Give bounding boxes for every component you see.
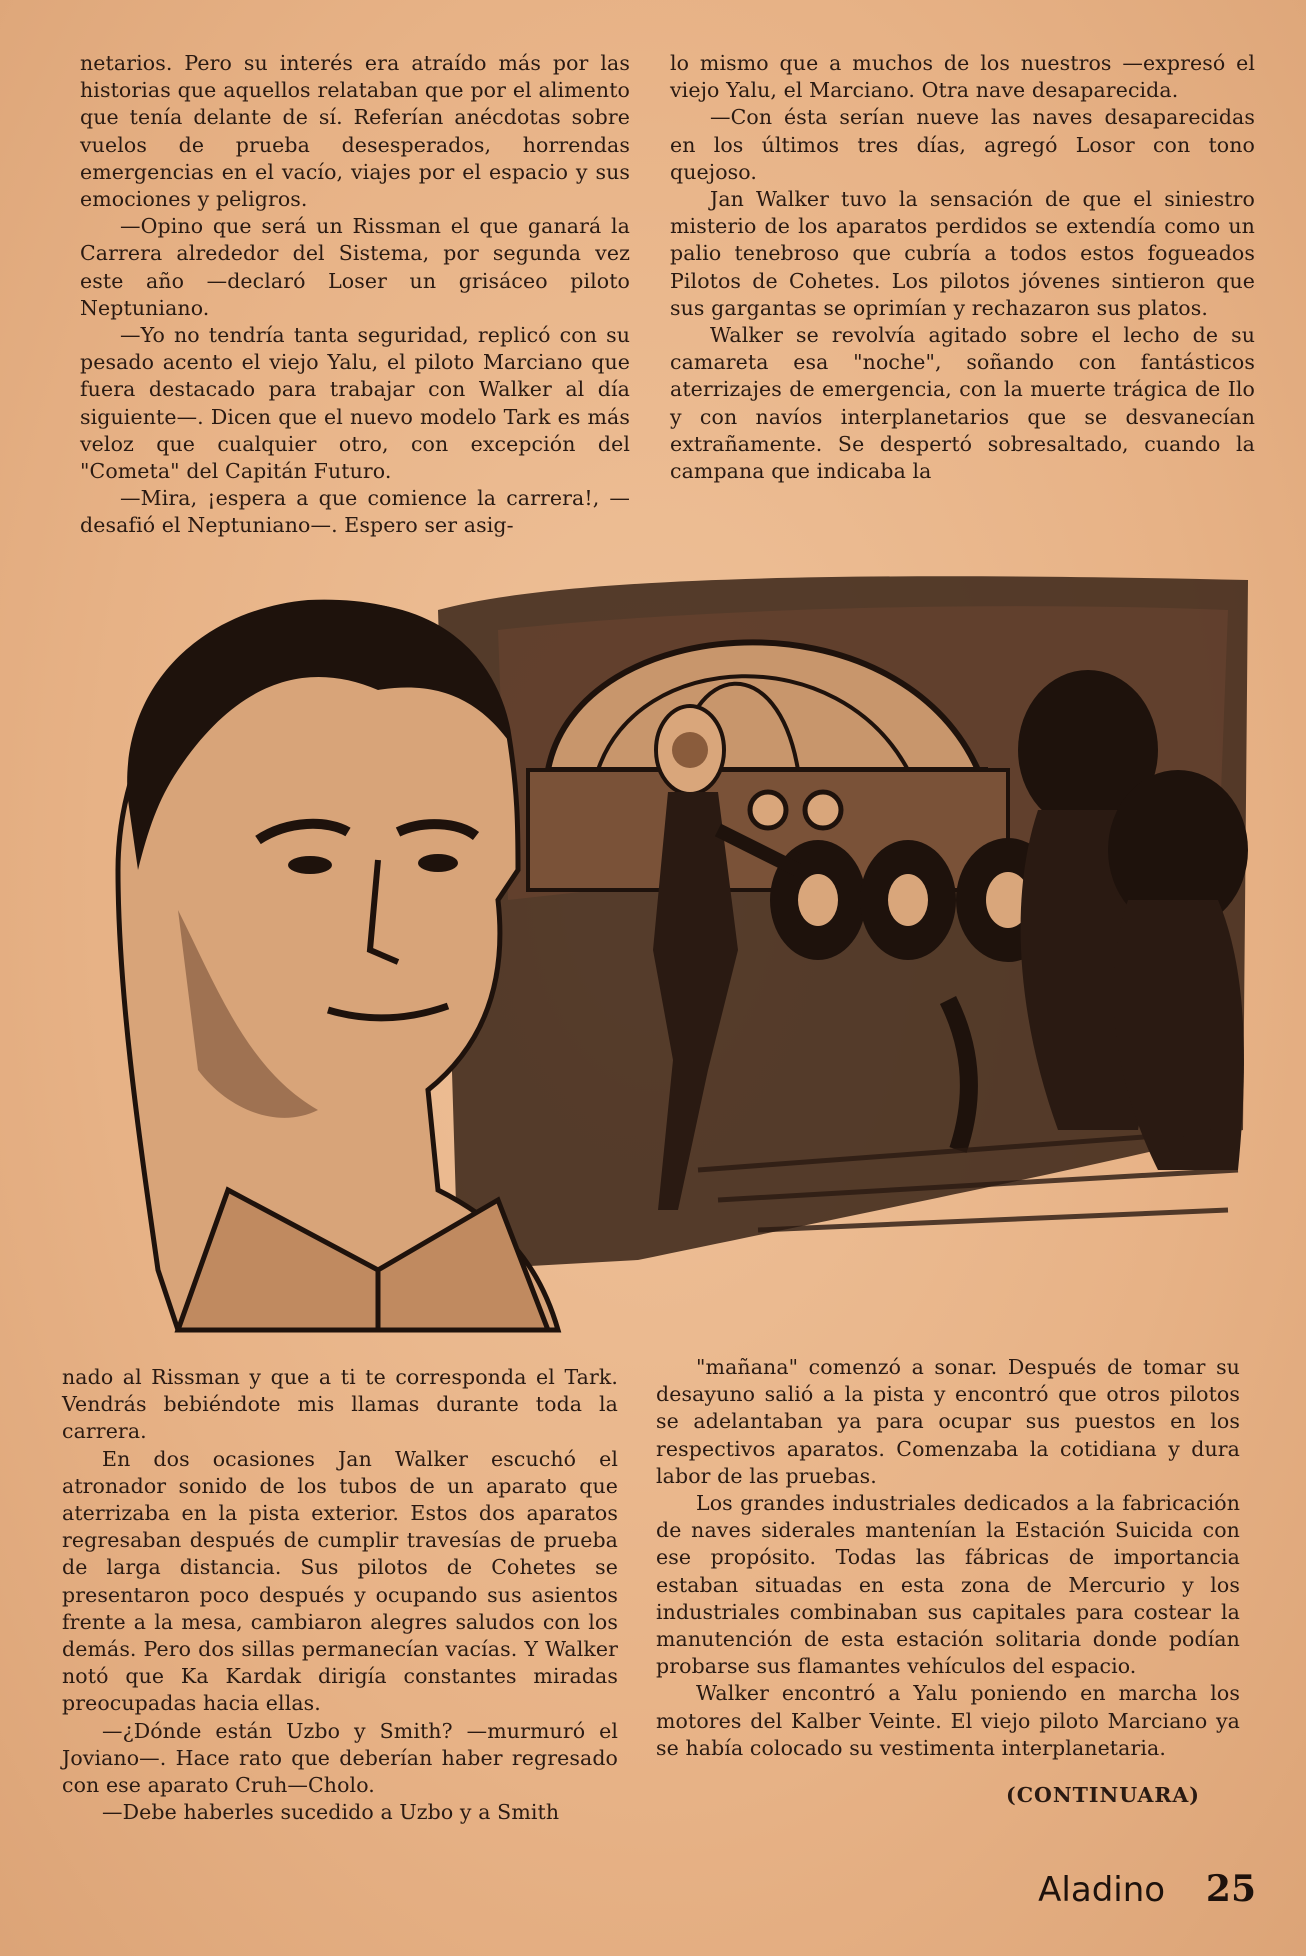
paragraph: Walker encontró a Yalu poniendo en marcha los motores del Kalber Veinte. El viejo piloto Marciano ya se había colocado su vestimenta interplanetaria. <box>656 1681 1240 1760</box>
paragraph: lo mismo que a muchos de los nuestros —expresó el viejo Yalu, el Marciano. Otra nave desaparecida. <box>670 51 1255 103</box>
paragraph: nado al Rissman y que a ti te corresponda el Tark. Vendrás bebiéndote mis llamas durante toda la carrera. <box>62 1365 618 1444</box>
paragraph: —¿Dónde están Uzbo y Smith? —murmuró el Joviano—. Hace rato que deberían haber regresado con ese aparato Cruh—Cholo. <box>62 1718 618 1798</box>
page-number: 25 <box>1205 1868 1256 1910</box>
paragraph: En dos ocasiones Jan Walker escuchó el atronador sonido de los tubos de un aparato que aterrizaba en la pista exterior. Estos dos aparatos regresaban después de cumplir travesías de prueba de larga distancia. Sus pilotos de Cohetes se presentaron poco después y ocupando sus asientos frente a la mesa, cambiaron alegres saludos con los demás. Pero dos sillas permanecían vacías. Y Walker notó que Ka Kardak dirigía constantes miradas preocupadas hacia ellas. <box>62 1446 618 1716</box>
continued-label: (CONTINUARA) <box>1006 1783 1200 1808</box>
paragraph: —Opino que será un Rissman el que ganará la Carrera alrededor del Sistema, por segunda vez este año —declaró Loser un grisáceo piloto Neptuniano. <box>80 214 630 320</box>
paragraph: —Con ésta serían nueve las naves desaparecidas en los últimos tres días, agregó Losor con tono quejoso. <box>670 105 1255 184</box>
text-column-top-right <box>670 50 1255 485</box>
paragraph: Los grandes industriales dedicados a la fabricación de naves siderales mantenían la Estación Suicida con ese propósito. Todas las fábricas de importancia estaban situadas en esta zona de Mercurio y los industriales combinaban sus capitales para costear la manutención de esta estación solitaria donde podían probarse sus flamantes vehículos del espacio. <box>656 1491 1240 1679</box>
paragraph: netarios. Pero su interés era atraído más por las historias que aquellos relataban que por el alimento que tenía delante de sí. Referían anécdotas sobre vuelos de prueba desesperados, horrendas emergencias en el vacío, viajes por el espacio y sus emociones y peligros. <box>80 51 630 212</box>
magazine-name: Aladino <box>1038 1870 1166 1910</box>
paragraph: —Debe haberles sucedido a Uzbo y a Smith <box>102 1800 560 1825</box>
paragraph: —Yo no tendría tanta seguridad, replicó con su pesado acento el viejo Yalu, el piloto Marciano que fuera destacado para trabajar con Walker al día siguiente—. Dicen que el nuevo modelo Tark es más veloz que cualquier otro, con excepción del "Cometa" del Capitán Futuro. <box>80 323 630 484</box>
text-column-bottom-right <box>656 1354 1240 1809</box>
text-column-bottom-left <box>62 1364 618 1826</box>
story-illustration <box>78 570 1258 1350</box>
blaster-rings <box>770 838 1060 962</box>
paragraph: "mañana" comenzó a sonar. Después de tomar su desayuno salió a la pista y encontró que otros pilotos se adelantaban ya para ocupar sus puestos en los respectivos aparatos. Comenzaba la cotidiana y dura labor de las pruebas. <box>656 1355 1240 1488</box>
paragraph: Walker se revolvía agitado sobre el lecho de su camareta esa "noche", soñando con fantásticos aterrizajes de emergencia, con la muerte trágica de Ilo y con navíos interplanetarios que se desvanecían extrañamente. Se despertó sobresaltado, cuando la campana que indicaba la <box>670 323 1255 484</box>
paragraph: Jan Walker tuvo la sensación de que el siniestro misterio de los aparatos perdidos se extendía como un palio tenebroso que cubría a todos estos fogueados Pilotos de Cohetes. Los pilotos jóvenes sintieron que sus gargantas se oprimían y rechazaron sus platos. <box>670 187 1255 320</box>
text-column-top-left <box>80 50 630 540</box>
page-footer <box>1038 1868 1256 1910</box>
paragraph: —Mira, ¡espera a que comience la carrera!, —desafió el Neptuniano—. Espero ser asig- <box>80 486 630 538</box>
man-portrait <box>118 600 558 1330</box>
